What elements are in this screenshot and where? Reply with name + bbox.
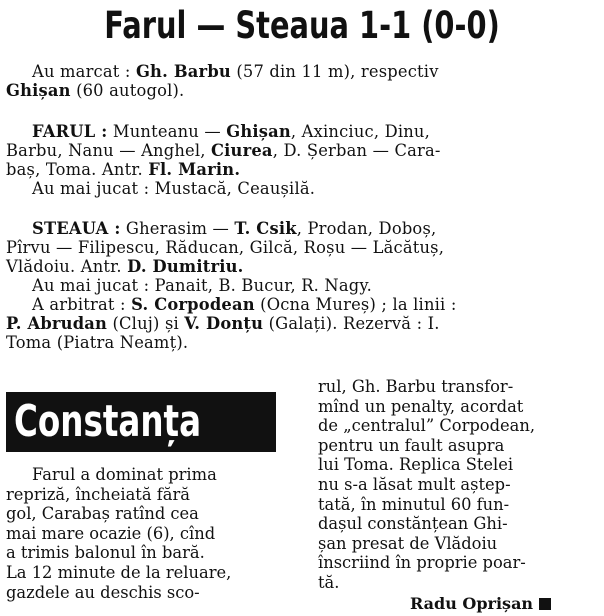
report-line: dașul constănțean Ghi- xyxy=(318,514,508,534)
report-line: rul, Gh. Barbu transfor- xyxy=(318,377,514,396)
report-line: tă. xyxy=(318,572,340,592)
farul-line: Barbu, Nanu — Anghel, Ciurea, D. Șerban — Cara- xyxy=(6,141,441,160)
report-line: mai mare ocazie (6), cînd xyxy=(6,523,216,543)
report-line: de „centralul” Corpodean, xyxy=(318,416,536,436)
end-mark-icon xyxy=(539,598,551,610)
referees-line: A arbitrat : S. Corpodean (Ocna Mureș) ; la linii : xyxy=(32,295,457,314)
match-headline: Farul — Steaua 1-1 (0-0) xyxy=(104,4,500,47)
report-line: Farul a dominat prima xyxy=(32,465,217,484)
report-line: mînd un penalty, acordat xyxy=(318,396,524,416)
city-banner-text: Constanța xyxy=(14,396,202,447)
referees-line: Toma (Piatra Neamț). xyxy=(6,333,189,352)
report-line: nu s-a lăsat mult aștep- xyxy=(318,474,511,494)
author-name: Radu Oprișan xyxy=(410,594,534,613)
farul-lineup xyxy=(6,122,598,198)
scorers-paragraph xyxy=(6,62,598,100)
report-line: a trimis balonul în bară. xyxy=(6,543,205,563)
author-signature xyxy=(410,594,551,613)
farul-line: baș, Toma. Antr. Fl. Marin. xyxy=(6,160,241,179)
city-banner xyxy=(6,392,276,452)
steaua-lineup xyxy=(6,219,598,352)
farul-subs: Au mai jucat : Mustacă, Ceaușilă. xyxy=(32,179,316,198)
report-line: tată, în minutul 60 fun- xyxy=(318,494,510,514)
scorers-line: Ghișan (60 autogol). xyxy=(6,81,185,100)
referees-line: P. Abrudan (Cluj) și V. Donțu (Galați). Rezervă : I. xyxy=(6,314,440,333)
report-line: repriză, încheiată fără xyxy=(6,484,190,504)
report-left-column xyxy=(6,465,280,602)
steaua-line: Vlădoiu. Antr. D. Dumitriu. xyxy=(6,257,244,276)
steaua-line: Pîrvu — Filipescu, Răducan, Gilcă, Roșu — Lăcătuș, xyxy=(6,238,445,257)
report-line: gazdele au deschis sco- xyxy=(6,582,200,602)
farul-line: FARUL : Munteanu — Ghișan, Axinciuc, Dinu, xyxy=(32,122,430,141)
report-line: gol, Carabaș ratînd cea xyxy=(6,504,199,524)
report-line: șan presat de Vlădoiu xyxy=(318,533,498,553)
report-line: înscriind în proprie poar- xyxy=(318,553,526,573)
scorers-line: Au marcat : Gh. Barbu (57 din 11 m), respectiv xyxy=(32,62,439,81)
steaua-line: STEAUA : Gherasim — T. Csik, Prodan, Doboș, xyxy=(32,219,437,238)
steaua-subs: Au mai jucat : Panait, B. Bucur, R. Nagy. xyxy=(32,276,373,295)
report-right-column xyxy=(318,377,598,593)
report-line: pentru un fault asupra xyxy=(318,435,505,455)
report-line: lui Toma. Replica Stelei xyxy=(318,455,514,475)
report-line: La 12 minute de la reluare, xyxy=(6,562,232,582)
